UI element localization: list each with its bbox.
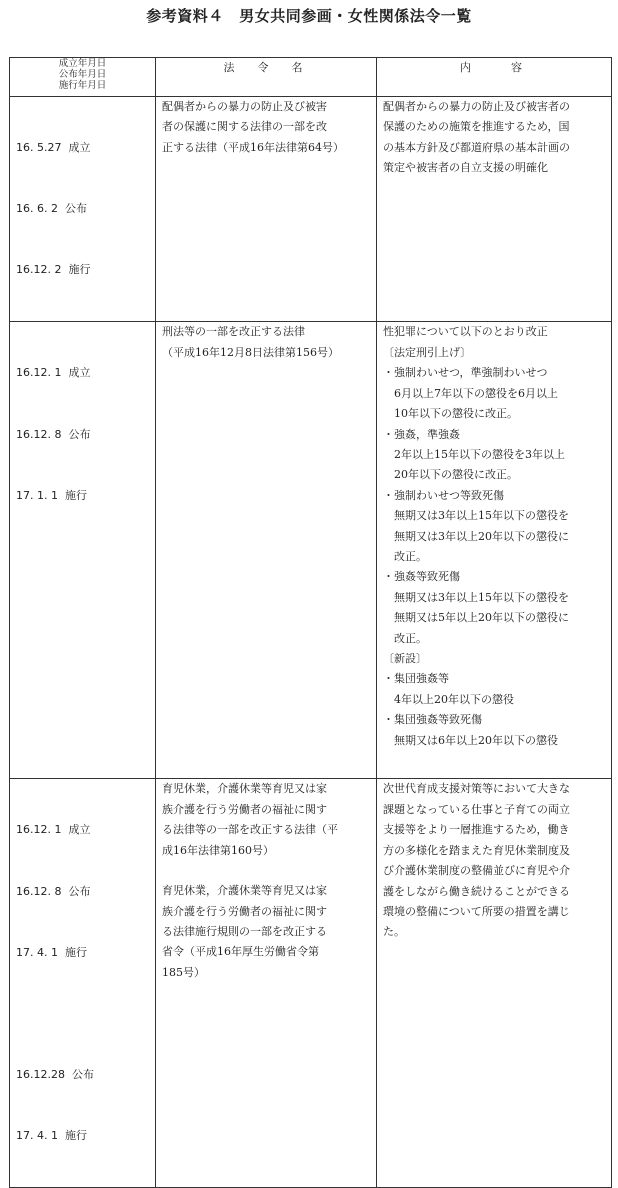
content-line: 4年以上20年以下の懲役	[383, 692, 514, 706]
date-line: 16.12. 1 成立	[16, 366, 91, 380]
law-table	[9, 57, 612, 1188]
header-law-name: 法 令 名	[156, 58, 377, 97]
law-line: 族介護を行う労働者の福祉に関す	[162, 802, 327, 816]
content-line: ・強制わいせつ等致死傷	[383, 488, 504, 502]
content-line: 無期又は3年以上15年以下の懲役を	[383, 509, 569, 523]
table-row	[10, 97, 612, 322]
header-date-line: 公布年月日	[58, 69, 107, 80]
content-line: ・集団強姦等致死傷	[383, 713, 482, 727]
content-line: 改正。	[383, 549, 427, 563]
header-content: 内 容	[377, 58, 612, 97]
content-line: の基本方針及び都道府県の基本計画の	[383, 140, 570, 154]
date-line: 17. 4. 1 施行	[16, 945, 87, 959]
spacer	[16, 1004, 149, 1024]
content-line: た。	[383, 925, 405, 939]
content-line: 無期又は3年以上20年以下の懲役に	[383, 529, 569, 543]
content-line: 無期又は6年以上20年以下の懲役	[383, 733, 558, 747]
date-line: 16.12. 8 公布	[16, 884, 91, 898]
table-row	[10, 779, 612, 1188]
date-line: 17. 4. 1 施行	[16, 1128, 87, 1142]
header-dates	[10, 58, 156, 97]
content-line: ・強姦，準強姦	[383, 427, 460, 441]
content-line: 護をしながら働き続けることができる	[383, 884, 570, 898]
content-line: 方の多様化を踏まえた育児休業制度及	[383, 843, 570, 857]
table-row	[10, 322, 612, 779]
law-line: 族介護を行う労働者の福祉に関す	[162, 904, 327, 918]
law-line: 185号）	[162, 965, 205, 979]
header-date-line: 成立年月日	[58, 58, 107, 69]
date-line: 16.12. 2 施行	[16, 263, 91, 277]
content-line: 改正。	[383, 631, 427, 645]
law-line: 刑法等の一部を改正する法律	[162, 325, 305, 339]
content-line: ・集団強姦等	[383, 672, 449, 686]
date-line: 17. 1. 1 施行	[16, 488, 87, 502]
content-line: 無期又は3年以上15年以下の懲役を	[383, 590, 569, 604]
law-line: る法律施行規則の一部を改正する	[162, 924, 327, 938]
date-line: 16.12. 8 公布	[16, 427, 91, 441]
law-line: （平成16年12月8日法律第156号）	[162, 345, 339, 359]
content-line: 配偶者からの暴力の防止及び被害者の	[383, 100, 570, 113]
content-line: 策定や被害者の自立支援の明確化	[383, 161, 548, 175]
law-line: 正する法律（平成16年法律第64号）	[162, 140, 344, 154]
content-line: 環境の整備について所要の措置を講じ	[383, 904, 570, 918]
date-line: 16.12.28 公布	[16, 1067, 94, 1081]
law-line: る法律等の一部を改正する法律（平	[162, 823, 338, 837]
row-dates	[10, 97, 156, 322]
content-line: び介護休業制度の整備並びに育児や介	[383, 864, 570, 878]
content-line: 性犯罪について以下のとおり改正	[383, 325, 548, 339]
content-line: 20年以下の懲役に改正。	[383, 468, 518, 482]
content-line: 〔法定刑引上げ〕	[383, 345, 472, 359]
content-line: ・強姦等致死傷	[383, 570, 460, 584]
date-line: 16. 6. 2 公布	[16, 202, 87, 216]
row-law-name	[156, 779, 377, 1188]
law-line: 育児休業，介護休業等育児又は家	[162, 782, 327, 796]
row-law-name	[156, 97, 377, 322]
row-content	[377, 322, 612, 779]
row-dates	[10, 322, 156, 779]
row-law-name	[156, 322, 377, 779]
table-header-row	[10, 58, 612, 97]
content-line: 課題となっている仕事と子育ての両立	[383, 802, 570, 816]
row-content	[377, 779, 612, 1188]
content-line: 無期又は5年以上20年以下の懲役に	[383, 611, 569, 625]
law-line: 者の保護に関する法律の一部を改	[162, 120, 327, 134]
content-line: 次世代育成支援対策等において大きな	[383, 782, 570, 796]
date-line: 16.12. 1 成立	[16, 823, 91, 837]
row-content	[377, 97, 612, 322]
date-line: 16. 5.27 成立	[16, 140, 91, 154]
content-line: ・強制わいせつ，準強制わいせつ	[383, 366, 548, 380]
content-line: 2年以上15年以下の懲役を3年以上	[383, 447, 565, 461]
law-line: 配偶者からの暴力の防止及び被害	[162, 100, 327, 113]
content-line: 10年以下の懲役に改正。	[383, 407, 518, 421]
header-date-line: 施行年月日	[58, 80, 107, 91]
spacer	[162, 861, 370, 881]
content-line: 支援等をより一層推進するため，働き	[383, 823, 570, 837]
law-line: 成16年法律第160号）	[162, 843, 274, 857]
content-line: 6月以上7年以下の懲役を6月以上	[383, 386, 558, 400]
law-line: 育児休業，介護休業等育児又は家	[162, 884, 327, 898]
content-line: 保護のための施策を推進するため，国	[383, 120, 570, 134]
content-line: 〔新設〕	[383, 651, 427, 665]
row-dates	[10, 779, 156, 1188]
law-line: 省令（平成16年厚生労働省令第	[162, 945, 319, 959]
page-title: 参考資料４ 男女共同参画・女性関係法令一覧	[146, 7, 472, 25]
